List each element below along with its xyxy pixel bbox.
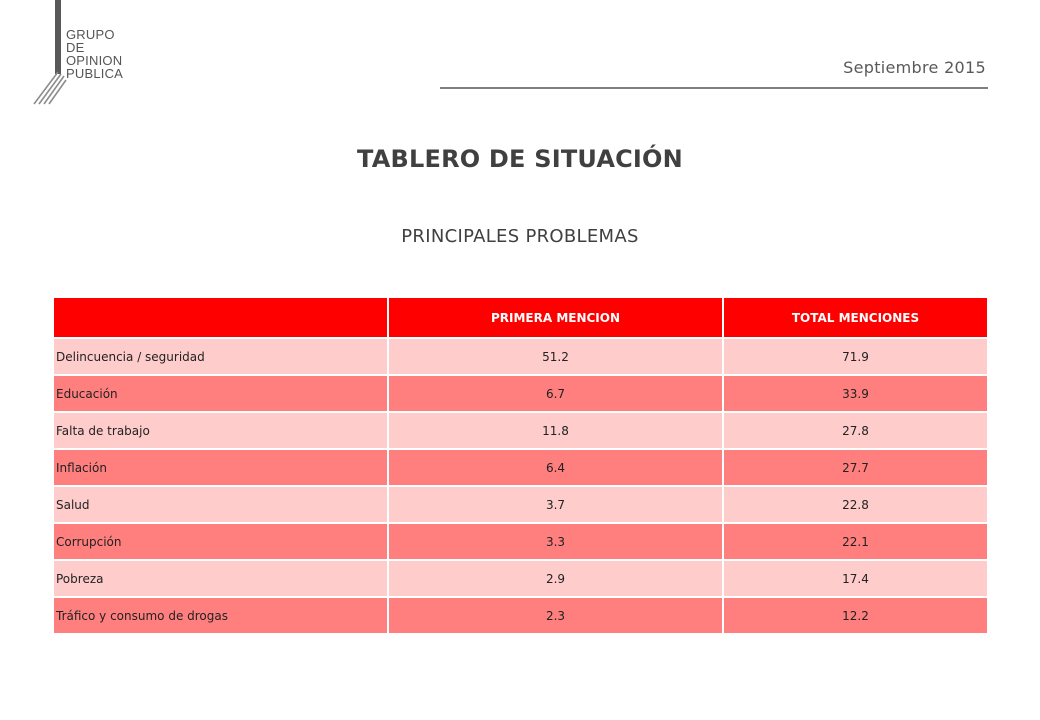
header-divider [440,87,988,89]
table-row [54,523,987,560]
table-header-row [54,298,987,338]
table-row [54,449,987,486]
report-date: Septiembre 2015 [843,58,986,77]
row-primera-mencion: 6.7 [388,375,723,412]
row-total-menciones: 33.9 [723,375,987,412]
row-primera-mencion: 51.2 [388,338,723,375]
table-row [54,412,987,449]
row-primera-mencion: 6.4 [388,449,723,486]
row-label: Salud [54,486,388,523]
table-row [54,338,987,375]
row-total-menciones: 22.8 [723,486,987,523]
page-subtitle: PRINCIPALES PROBLEMAS [401,226,639,247]
row-total-menciones: 17.4 [723,560,987,597]
row-primera-mencion: 3.3 [388,523,723,560]
row-label: Educación [54,375,388,412]
header-cell-primera-mencion: PRIMERA MENCION [388,298,723,338]
row-total-menciones: 71.9 [723,338,987,375]
problems-table-container [54,298,987,635]
logo-wordmark [66,28,123,80]
logo-line-2: DE [66,40,85,55]
header-cell-label [54,298,388,338]
table-row [54,486,987,523]
row-label: Corrupción [54,523,388,560]
row-total-menciones: 27.7 [723,449,987,486]
row-primera-mencion: 3.7 [388,486,723,523]
row-total-menciones: 12.2 [723,597,987,634]
row-label: Falta de trabajo [54,412,388,449]
row-primera-mencion: 2.3 [388,597,723,634]
row-total-menciones: 22.1 [723,523,987,560]
row-label: Tráfico y consumo de drogas [54,597,388,634]
row-total-menciones: 27.8 [723,412,987,449]
table-row [54,597,987,634]
logo-line-3: OPINION [66,53,123,68]
problems-table [54,298,987,635]
page-title: TABLERO DE SITUACIÓN [357,145,683,173]
row-label: Delincuencia / seguridad [54,338,388,375]
header-cell-total-menciones: TOTAL MENCIONES [723,298,987,338]
row-primera-mencion: 11.8 [388,412,723,449]
logo-line-1: GRUPO [66,27,115,42]
table-row [54,375,987,412]
table-row [54,560,987,597]
row-label: Pobreza [54,560,388,597]
row-primera-mencion: 2.9 [388,560,723,597]
company-logo [30,0,140,110]
logo-line-4: PUBLICA [66,66,124,81]
row-label: Inflación [54,449,388,486]
